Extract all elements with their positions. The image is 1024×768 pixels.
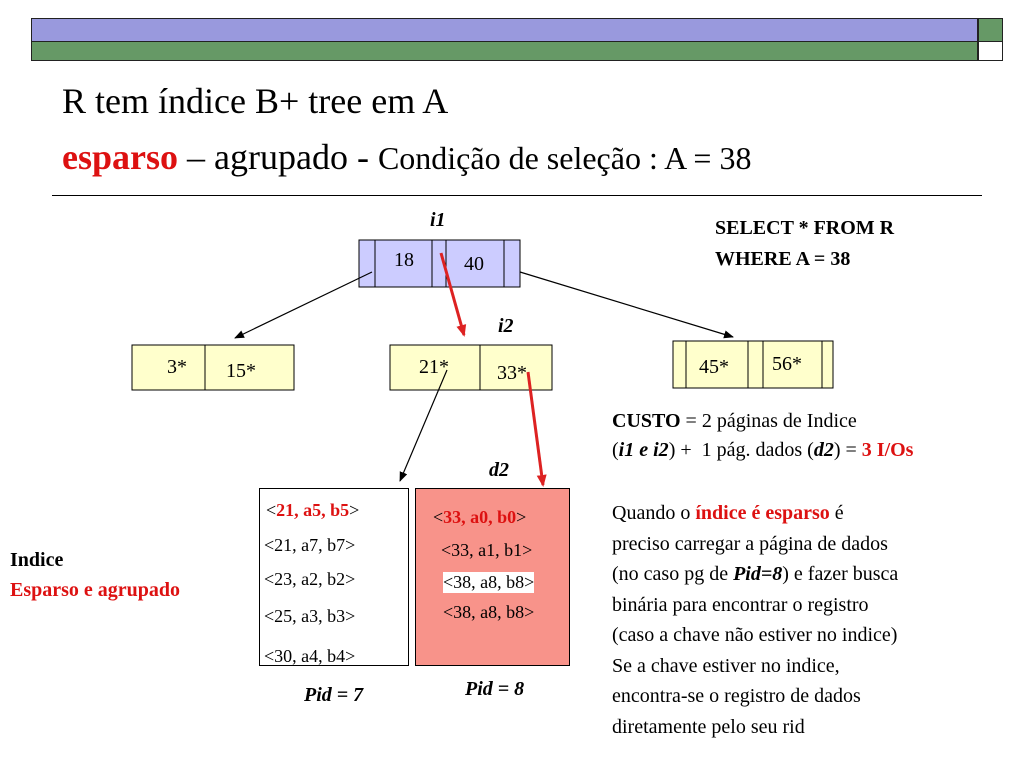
page8-record-3: <38, a8, b8> [443,572,535,592]
middle-leaf-key-1: 21* [419,356,449,378]
sql-line-2: WHERE A = 38 [715,248,851,270]
desc-l3-post: ) e fazer busca [782,563,899,585]
page7-rec1-key: 21, a5, b5 [276,500,350,520]
page7-rec1-post: > [349,500,360,520]
desc-l1-pre: Quando o [612,502,696,524]
pid-7-label: Pid = 7 [304,684,364,706]
cost-l2-eq: ) = [833,439,862,461]
page8-rec1-pre: < [433,507,444,527]
page7-record-5: <30, a4, b4> [264,646,356,666]
explanation-text [612,498,898,742]
cost-i1: i1 [618,439,635,461]
root-key-2: 40 [464,253,484,275]
cost-e: e [634,439,654,461]
title-mid: – agrupado - [178,137,378,177]
root-node-i1 [359,240,520,287]
desc-line-7: encontra-se o registro de dados [612,685,861,707]
sql-line-1: SELECT * FROM R [715,217,895,239]
cost-line-1 [612,407,913,436]
leaf-node-right [673,341,833,388]
pointer-arrow-left [235,272,372,338]
left-leaf-key-2: 15* [226,360,256,382]
page7-record-2: <21, a7, b7> [264,535,356,555]
desc-line-1 [612,498,898,529]
page7-record-1 [266,500,359,521]
root-key-1: 18 [394,249,414,271]
cost-d2: d2 [813,439,834,461]
desc-line-8: diretamente pelo seu rid [612,715,805,738]
page8-record-4: <38, a8, b8> [443,602,535,622]
cost-text [612,407,913,465]
pointer-arrow-right [520,272,733,337]
side-label-line2: Esparso e agrupado [10,579,181,601]
right-leaf-key-2: 56* [772,353,802,375]
pid-8-label: Pid = 8 [465,678,525,700]
left-leaf-key-1: 3* [167,356,187,378]
page8-rec1-key: 33, a0, b0 [443,507,517,527]
page8-record-2: <33, a1, b1> [441,540,533,560]
desc-line-6: Se a chave estiver no indice, [612,654,840,677]
desc-line-2: preciso carregar a página de dados [612,532,888,555]
desc-l1-red: índice é esparso [695,502,830,524]
page8-record-1 [433,507,526,528]
cost-line-2 [612,436,913,465]
desc-l1-post: é [829,502,844,524]
side-label-line1: Indice [10,549,64,571]
leaf-node-left [132,345,294,390]
desc-line-5: (caso a chave não estiver no indice) [612,624,898,646]
cost-l2-mid: ) + 1 pág. dados ( [668,439,814,461]
right-leaf-key-1: 45* [699,356,729,378]
desc-l3-pid: Pid=8 [733,563,783,585]
title-condition: Condição de seleção : A = 38 [377,140,752,176]
node-label-d2: d2 [489,459,509,481]
slide-title-line1: R tem índice B+ tree em A [62,81,449,121]
leaf-node-i2 [390,345,552,390]
page7-record-4: <25, a3, b3> [264,606,356,626]
node-label-i1: i1 [430,209,446,231]
desc-line-3 [612,559,898,590]
page8-rec1-post: > [516,507,527,527]
cost-i2: i2 [653,439,669,461]
title-esparso: esparso [62,137,178,177]
node-label-i2: i2 [498,315,514,337]
cost-total: 3 I/Os [861,439,914,461]
cost-l2-open: ( [612,439,619,461]
sql-query [715,213,894,275]
cost-label: CUSTO [612,410,681,432]
cost-line1-rest: = 2 páginas de Indice [680,410,857,432]
page7-record-3: <23, a2, b2> [264,569,356,589]
desc-l3-pre: (no caso pg de [612,563,734,585]
middle-leaf-key-2: 33* [497,362,527,384]
desc-line-4: binária para encontrar o registro [612,593,869,616]
page7-rec1-pre: < [266,500,277,520]
index-type-label [10,545,180,605]
